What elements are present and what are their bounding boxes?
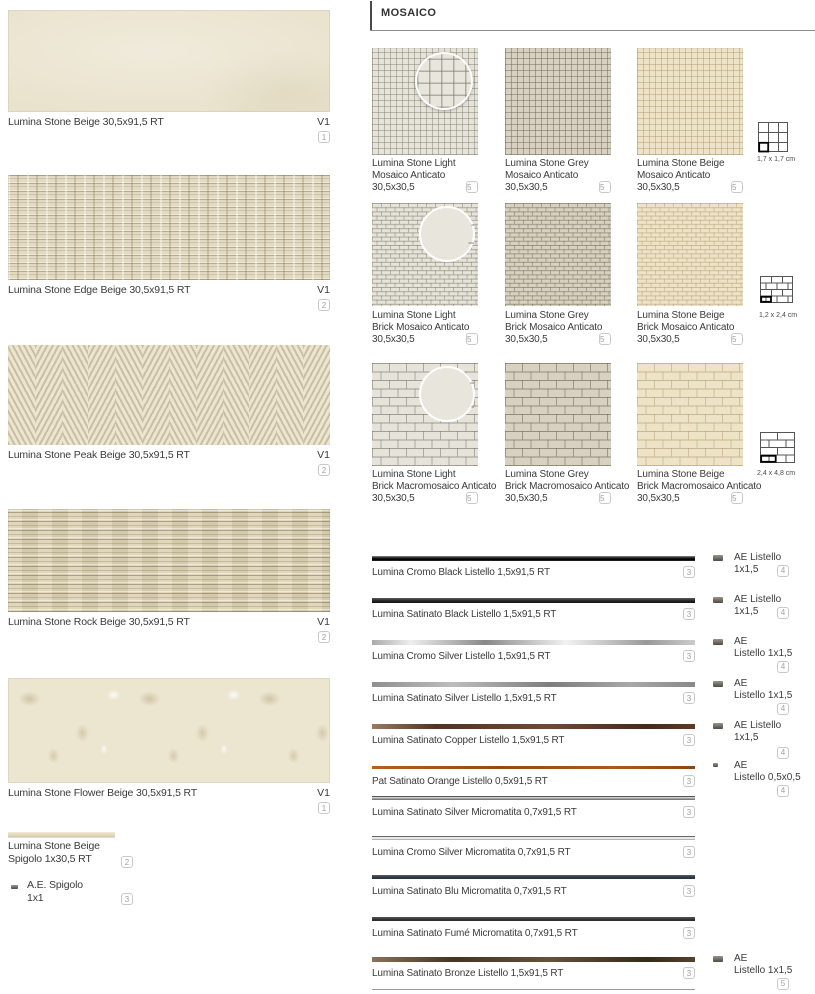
shade-label: V1 xyxy=(317,616,330,628)
listello-strip-bronze xyxy=(372,957,695,962)
variation-badge: 3 xyxy=(683,967,695,979)
section-rule xyxy=(370,30,815,31)
variation-badge: 3 xyxy=(683,806,695,818)
ae-listello-item: AE Listello 1x1,5 4 xyxy=(713,552,808,576)
listello-strip-orange xyxy=(372,766,695,769)
listello-item xyxy=(372,650,695,663)
variation-badge: 3 xyxy=(683,927,695,939)
product-name: Lumina Stone Peak Beige 30,5x91,5 RT xyxy=(8,449,190,461)
mosaic-label: Lumina Stone Grey Mosaico Anticato 30,5x30,5 5 xyxy=(505,158,635,194)
product-meta xyxy=(8,284,330,311)
listello-item xyxy=(372,566,695,579)
listello-item xyxy=(372,734,695,747)
variation-badge: 5 xyxy=(731,492,743,504)
variation-badge: 5 xyxy=(777,978,789,990)
variation-badge: 1 xyxy=(318,802,330,814)
variation-badge: 3 xyxy=(683,885,695,897)
mosaic-swatch-macrobrick-beige xyxy=(637,363,743,466)
variation-badge: 3 xyxy=(683,846,695,858)
listello-strip-blu-micromatita xyxy=(372,875,695,879)
ae-spigolo-name: A.E. Spigolo 1x1 xyxy=(27,879,83,904)
mosaic-swatch-grey xyxy=(505,48,611,155)
mosaic-label: Lumina Stone Light Brick Mosaico Anticato 30,5x30,5 5 xyxy=(372,310,502,346)
listello-name: Lumina Cromo Silver Listello 1,5x91,5 RT xyxy=(372,651,551,662)
shade-label: V1 xyxy=(317,449,330,461)
ae-chip-icon xyxy=(713,763,718,767)
variation-badge: 3 xyxy=(683,734,695,746)
listello-strip-satinato-silver xyxy=(372,682,695,687)
mosaic-swatch-macrobrick-light xyxy=(372,363,478,466)
ae-listello-item: AE Listello 1x1,5 4 xyxy=(713,678,808,702)
listello-strip-cromo-black xyxy=(372,556,695,561)
tile-size-caption: 1,7 x 1,7 cm xyxy=(757,156,796,163)
listello-strip-satinato-black xyxy=(372,598,695,603)
ae-chip-icon xyxy=(713,639,723,645)
mosaic-label: Lumina Stone Grey Brick Macromosaico Anticato 30,5x30,5 5 xyxy=(505,469,630,504)
variation-badge: 3 xyxy=(683,566,695,578)
shade-label: V1 xyxy=(317,787,330,799)
variation-badge: 5 xyxy=(466,333,478,345)
listello-strip-fume-micromatita xyxy=(372,917,695,921)
variation-badge: 2 xyxy=(318,464,330,476)
mosaic-swatch-brick-beige xyxy=(637,203,743,306)
listello-name: Lumina Satinato Bronze Listello 1,5x91,5 RT xyxy=(372,968,564,979)
variation-badge: 4 xyxy=(777,607,789,619)
variation-badge: 2 xyxy=(121,856,133,868)
mosaic-swatch-brick-grey xyxy=(505,203,611,306)
ae-chip-icon xyxy=(713,555,723,561)
variation-badge: 5 xyxy=(599,492,611,504)
mosaic-label: Lumina Stone Beige Mosaico Anticato 30,5x30,5 5 xyxy=(637,158,767,194)
listello-strip-cromo-silver xyxy=(372,640,695,645)
product-meta xyxy=(8,787,330,814)
section-accent-bar xyxy=(370,1,372,30)
variation-badge: 5 xyxy=(466,181,478,193)
variation-badge: 3 xyxy=(683,650,695,662)
listello-name: Lumina Satinato Silver Listello 1,5x91,5 RT xyxy=(372,693,557,704)
listello-item xyxy=(372,775,695,788)
zoom-detail-circle xyxy=(415,52,473,110)
variation-badge: 4 xyxy=(777,785,789,797)
listello-name: Lumina Satinato Copper Listello 1,5x91,5 RT xyxy=(372,735,565,746)
listello-item xyxy=(372,967,695,980)
variation-badge: 2 xyxy=(318,299,330,311)
tile-size-grid-icon xyxy=(758,122,788,153)
listello-strip-silver-micromatita xyxy=(372,796,695,800)
variation-badge: 1 xyxy=(318,131,330,143)
mosaic-label: Lumina Stone Beige Brick Mosaico Anticato 30,5x30,5 5 xyxy=(637,310,767,346)
mosaic-label: Lumina Stone Grey Brick Mosaico Anticato 30,5x30,5 5 xyxy=(505,310,635,346)
tile-swatch-flower xyxy=(8,678,330,783)
ae-listello-item: AE Listello 1x1,5 5 xyxy=(713,953,808,977)
ae-listello-item: AE Listello 1x1,5 4 xyxy=(713,720,808,744)
spigolo-name: Lumina Stone Beige Spigolo 1x30,5 RT xyxy=(8,840,100,865)
mosaic-swatch-beige xyxy=(637,48,743,155)
variation-badge: 4 xyxy=(777,747,789,759)
tile-swatch-beige xyxy=(8,10,330,112)
section-title: MOSAICO xyxy=(381,7,437,19)
tile-size-macrobrick-icon xyxy=(760,432,795,463)
listello-item xyxy=(372,885,695,898)
ae-spigolo-chip-icon xyxy=(11,885,18,889)
ae-chip-icon xyxy=(713,956,723,962)
variation-badge: 5 xyxy=(599,181,611,193)
product-name: Lumina Stone Edge Beige 30,5x91,5 RT xyxy=(8,284,191,296)
tile-size-caption: 1,2 x 2,4 cm xyxy=(759,312,798,319)
tile-size-caption: 2,4 x 4,8 cm xyxy=(757,470,796,477)
listello-item xyxy=(372,927,695,940)
listello-name: Lumina Satinato Black Listello 1,5x91,5 RT xyxy=(372,609,557,620)
variation-badge: 5 xyxy=(466,492,478,504)
variation-badge: 5 xyxy=(599,333,611,345)
variation-badge: 3 xyxy=(683,692,695,704)
variation-badge: 5 xyxy=(731,181,743,193)
variation-badge: 2 xyxy=(318,631,330,643)
variation-badge: 4 xyxy=(777,703,789,715)
tile-swatch-rock xyxy=(8,509,330,612)
listello-strip-satinato-copper xyxy=(372,724,695,729)
listello-item xyxy=(372,846,695,859)
product-name: Lumina Stone Rock Beige 30,5x91,5 RT xyxy=(8,616,190,628)
mosaic-swatch-macrobrick-grey xyxy=(505,363,611,466)
listello-item xyxy=(372,692,695,705)
mosaic-label: Lumina Stone Beige Brick Macromosaico Anticato 30,5x30,5 5 xyxy=(637,469,762,504)
mosaic-label: Lumina Stone Light Mosaico Anticato 30,5x30,5 5 xyxy=(372,158,502,194)
tile-swatch-edge xyxy=(8,175,330,280)
mosaic-swatch-brick-light xyxy=(372,203,478,306)
product-meta xyxy=(8,116,330,143)
mosaic-label: Lumina Stone Light Brick Macromosaico Anticato 30,5x30,5 5 xyxy=(372,469,497,504)
variation-badge: 4 xyxy=(777,661,789,673)
listello-name: Pat Satinato Orange Listello 0,5x91,5 RT xyxy=(372,776,548,787)
product-meta xyxy=(8,616,330,643)
tile-size-brick-icon xyxy=(760,276,793,303)
ae-listello-item: AE Listello 1x1,5 4 xyxy=(713,636,808,660)
ae-chip-icon xyxy=(713,681,723,687)
ae-listello-item: AE Listello 1x1,5 4 xyxy=(713,594,808,618)
shade-label: V1 xyxy=(317,284,330,296)
listello-name: Lumina Satinato Silver Micromatita 0,7x91,5 RT xyxy=(372,807,577,818)
shade-label: V1 xyxy=(317,116,330,128)
listello-name: Lumina Satinato Blu Micromatita 0,7x91,5 RT xyxy=(372,886,567,897)
variation-badge: 5 xyxy=(731,333,743,345)
listello-name: Lumina Cromo Black Listello 1,5x91,5 RT xyxy=(372,567,550,578)
variation-badge: 3 xyxy=(121,893,133,905)
listello-item xyxy=(372,806,695,819)
ae-listello-item: AE Listello 0,5x0,5 4 xyxy=(713,760,808,784)
listello-name: Lumina Satinato Fumé Micromatita 0,7x91,5 RT xyxy=(372,928,578,939)
ae-chip-icon xyxy=(713,723,723,729)
product-meta xyxy=(8,449,330,476)
mosaic-swatch-light xyxy=(372,48,478,155)
variation-badge: 4 xyxy=(777,565,789,577)
listello-strip-cromo-silver-micromatita xyxy=(372,836,695,840)
spigolo-strip-swatch xyxy=(8,832,115,837)
listello-item xyxy=(372,608,695,621)
variation-badge: 3 xyxy=(683,608,695,620)
product-name: Lumina Stone Flower Beige 30,5x91,5 RT xyxy=(8,787,198,799)
ae-chip-icon xyxy=(713,597,723,603)
bottom-rule xyxy=(372,989,695,990)
tile-swatch-peak xyxy=(8,345,330,445)
listello-name: Lumina Cromo Silver Micromatita 0,7x91,5 RT xyxy=(372,847,571,858)
product-name: Lumina Stone Beige 30,5x91,5 RT xyxy=(8,116,164,128)
variation-badge: 3 xyxy=(683,775,695,787)
